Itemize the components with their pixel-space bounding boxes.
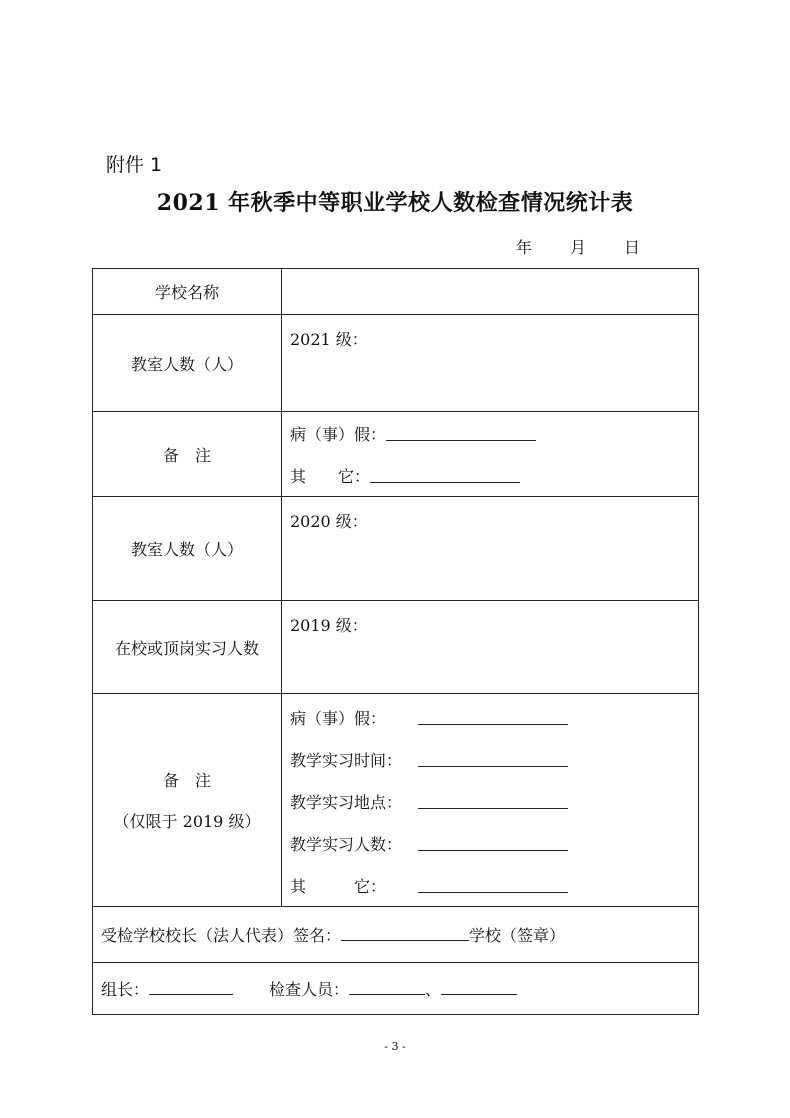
other-blank-2[interactable] [418,878,568,893]
row-principal-sign [93,907,699,963]
document-title: 2021 年秋季中等职业学校人数检查情况统计表 [156,190,634,216]
intern-count-label: 在校或顶岗实习人数 [93,601,282,694]
date-day: 日 [624,238,641,257]
principal-sign-cell [93,907,699,963]
sick-leave-row-2 [290,696,698,738]
sick-leave-blank-2[interactable] [418,710,568,725]
grade-2019-label: 2019 级： [290,616,368,635]
row-school-name [93,269,699,315]
inspector-separator: 、 [425,980,442,999]
other-row-1 [290,454,698,496]
principal-sign-blank[interactable] [341,926,469,941]
other-label-1: 其 它： [290,466,371,486]
school-name-label: 学校名称 [93,269,282,315]
inspectors-label: 检查人员： [269,980,350,999]
intern-count-blank[interactable] [418,836,568,851]
sick-leave-label-1: 病（事）假： [290,424,387,444]
remarks-label-2: 备 注 [162,771,211,790]
page-number: - 3 - [384,1040,406,1053]
classroom-count-label-2021: 教室人数（人） [93,315,282,412]
inspector-1-blank[interactable] [349,980,425,995]
row-remarks-1 [93,412,699,497]
grade-2021-label: 2021 级： [290,330,368,349]
other-row-2 [290,864,698,906]
sick-leave-label-2: 病（事）假： [290,708,387,728]
grade-2021-field[interactable] [282,315,699,412]
intern-place-row [290,780,698,822]
inspector-2-blank[interactable] [441,980,517,995]
intern-time-blank[interactable] [418,752,568,767]
school-seal-label: 学校（签章） [469,926,566,945]
sick-leave-blank-1[interactable] [386,426,536,441]
intern-time-label: 教学实习时间： [290,750,403,770]
grade-2020-label: 2020 级： [290,512,368,531]
row-classroom-2020 [93,497,699,601]
principal-sign-label: 受检学校校长（法人代表）签名： [101,926,342,945]
inspectors-cell [93,963,699,1015]
team-leader-label: 组长： [101,980,150,999]
date-line [516,235,640,258]
classroom-count-label-2020: 教室人数（人） [93,497,282,601]
intern-place-blank[interactable] [418,794,568,809]
intern-count-label-2: 教学实习人数： [290,834,403,854]
other-label-2: 其 它： [290,876,387,896]
school-name-field[interactable] [282,269,699,315]
row-intern-2019 [93,601,699,694]
sick-leave-row-1 [290,412,698,454]
remarks-field-2019 [282,694,699,907]
row-remarks-2019 [93,694,699,907]
date-month: 月 [570,238,587,257]
intern-place-label: 教学实习地点： [290,792,403,812]
remarks-field-1 [282,412,699,497]
grade-2020-field[interactable] [282,497,699,601]
date-year: 年 [516,238,533,257]
grade-2019-field[interactable] [282,601,699,694]
intern-count-row [290,822,698,864]
attachment-label: 附件 1 [106,154,163,176]
other-blank-1[interactable] [370,468,520,483]
row-classroom-2021 [93,315,699,412]
intern-time-row [290,738,698,780]
remarks-label-1: 备 注 [93,412,282,497]
inspection-form-table [92,268,699,1015]
team-leader-blank[interactable] [149,980,233,995]
remarks-2019-cell [93,694,282,907]
row-inspectors [93,963,699,1015]
remarks-note-2019: （仅限于 2019 级） [113,812,261,831]
